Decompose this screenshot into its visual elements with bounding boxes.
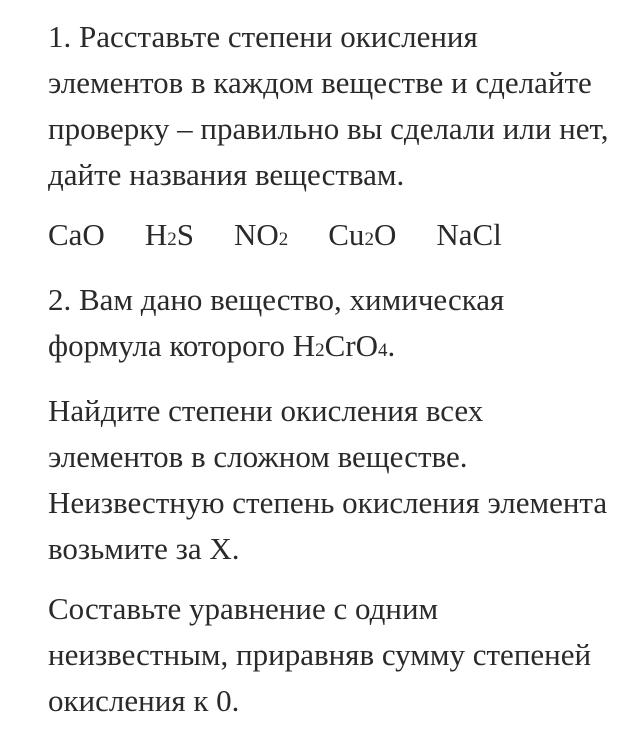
task-3-paragraph: Найдите степени окисления всех элементов в сложном веществе. Неизвестную степень окисления элемента возьмите за Х. <box>48 393 608 566</box>
formula-subscript: 4 <box>378 340 388 361</box>
task-2-end: . <box>387 328 396 363</box>
formula-symbol: NaCl <box>436 217 502 252</box>
task-1-paragraph: 1. Расставьте степени окисления элементов в каждом веществе и сделайте проверку – правильно вы сделали или нет, дайте названия веществам. <box>48 19 609 192</box>
task-2-intro: 2. Вам дано вещество, химическая формула которого <box>48 282 505 363</box>
formula-subscript: 2 <box>364 229 374 250</box>
formula-nacl <box>436 212 501 263</box>
formula-symbol: NO <box>233 217 279 252</box>
formula-symbol: H <box>144 217 168 252</box>
formula-h2s <box>145 212 194 263</box>
formula-no2 <box>234 212 288 263</box>
formula-cao <box>48 212 105 263</box>
document-body <box>48 14 618 724</box>
formula-h2cro4 <box>293 328 388 363</box>
formula-symbol: CrO <box>324 328 379 363</box>
formula-list <box>48 212 618 263</box>
task-4-paragraph: Составьте уравнение с одним неизвестным, приравняв сумму степеней окисления к 0. <box>48 591 592 718</box>
task-2-paragraph <box>48 277 618 374</box>
formula-subscript: 2 <box>167 229 177 250</box>
formula-symbol: O <box>373 217 397 252</box>
formula-subscript: 2 <box>315 340 325 361</box>
formula-symbol: Cu <box>328 217 365 252</box>
formula-cu2o <box>328 212 396 263</box>
formula-subscript: 2 <box>278 229 289 250</box>
formula-symbol: H <box>292 328 316 363</box>
formula-symbol: CaO <box>48 217 105 252</box>
formula-symbol: S <box>176 217 194 252</box>
